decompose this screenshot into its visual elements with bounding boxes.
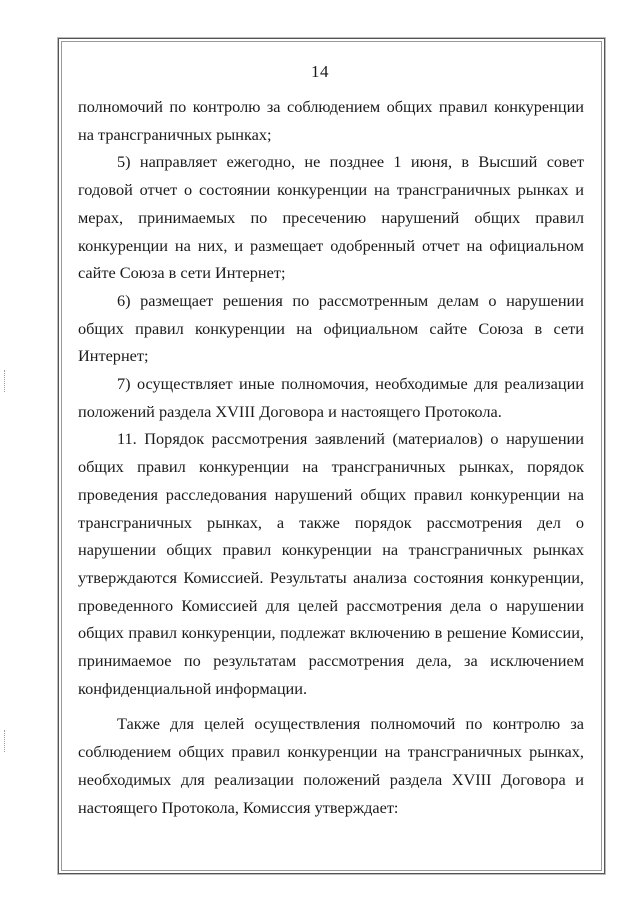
paragraph-item-5: 5) направляет ежегодно, не позднее 1 июня, в Высший совет годовой отчет о состоянии конкуренции на трансграничных рынках и мерах, принимаемых по пресечению нарушений общих правил конкуренции на них, и размещает одобренный отчет на официальном сайте Союза в сети Интернет; [78, 152, 584, 283]
paragraph-commission-approves: Также для целей осуществления полномочий по контролю за соблюдением общих правил конкуренции на трансграничных рынках, необходимых для реализации положений раздела XVIII Договора и настоящего Протокола, Комиссия утверждает: [78, 714, 584, 817]
scan-margin-mark [4, 370, 7, 392]
page-number: 14 [311, 62, 329, 81]
scan-margin-mark [4, 730, 7, 752]
document-body [78, 93, 584, 821]
paragraph-clause-11: 11. Порядок рассмотрения заявлений (материалов) о нарушении общих правил конкуренции на трансграничных рынках, порядок проведения расследования нарушений общих правил конкуренции на трансграничных рынках, а также порядок рассмотрения дел о нарушении общих правил конкуренции на трансграничных рынках утверждаются Комиссией. Результаты анализа состояния конкуренции, проведенного Комиссией для целей рассмотрения дела о нарушении общих правил конкуренции, подлежат включению в решение Комиссии, принимаемое по результатам рассмотрения дела, за исключением конфиденциальной информации. [78, 429, 584, 698]
paragraph-item-7: 7) осуществляет иные полномочия, необходимые для реализации положений раздела XVIII Договора и настоящего Протокола. [78, 374, 584, 421]
paragraph-continuation: полномочий по контролю за соблюдением общих правил конкуренции на трансграничных рынках; [78, 97, 584, 144]
paragraph-item-6: 6) размещает решения по рассмотренным делам о нарушении общих правил конкуренции на официальном сайте Союза в сети Интернет; [78, 290, 584, 366]
